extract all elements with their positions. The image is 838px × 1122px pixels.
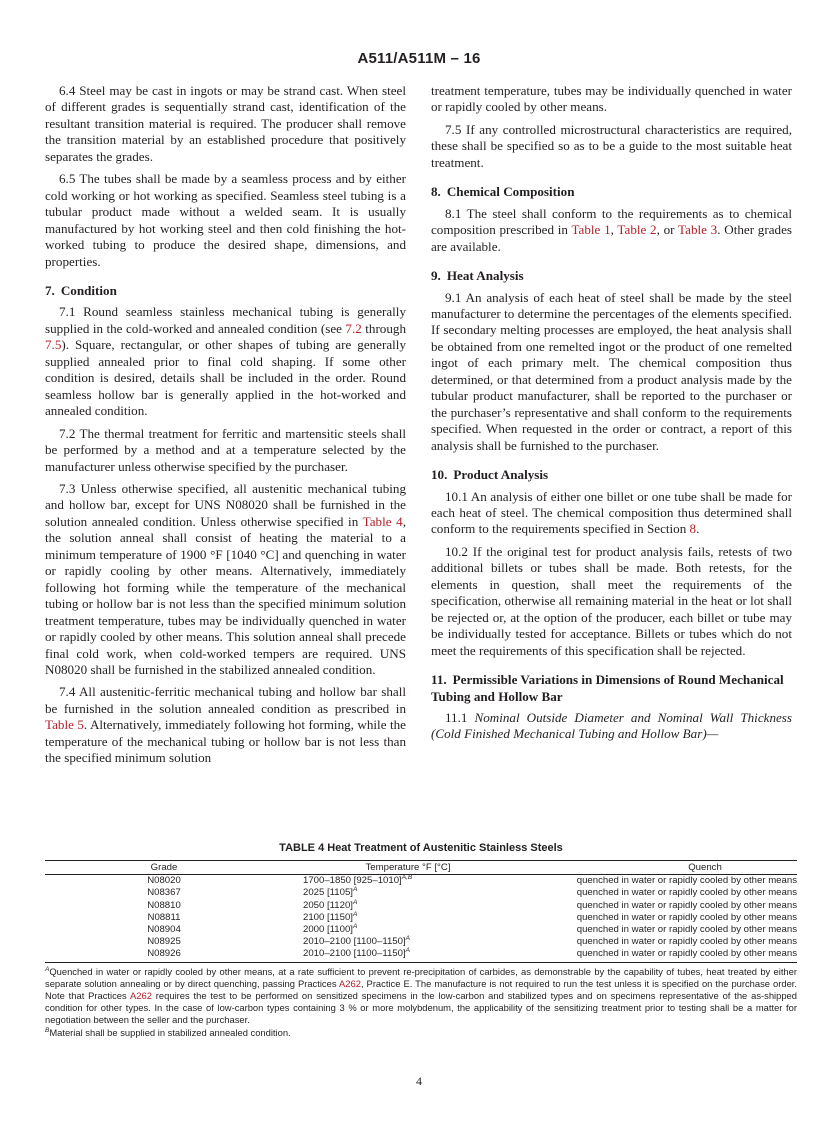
table-row bbox=[45, 912, 797, 924]
text: , or bbox=[656, 222, 679, 238]
section-title: Heat Analysis bbox=[446, 268, 524, 284]
text: through bbox=[361, 320, 406, 336]
section-title: Chemical Composition bbox=[446, 184, 575, 200]
section-8-heading bbox=[431, 184, 792, 200]
table-row bbox=[45, 875, 797, 888]
text: 7.1 Round seamless stainless mechanical tubing is generally supplied in the cold-worked and annealed condition (see bbox=[45, 304, 406, 336]
paragraph-7-4 bbox=[45, 684, 406, 766]
footnote-ref: A bbox=[352, 886, 358, 894]
grade-cell: N08367 bbox=[147, 887, 181, 899]
section-number: 9. bbox=[431, 268, 441, 284]
section-9-heading bbox=[431, 268, 792, 284]
table-header-row bbox=[45, 861, 797, 875]
temperature-value: 2025 [1105] bbox=[303, 887, 353, 899]
link-7-2[interactable]: 7.2 bbox=[345, 320, 362, 336]
footnote-ref: A bbox=[352, 910, 358, 918]
paragraph-7-1 bbox=[45, 304, 406, 419]
paragraph-7-2: 7.2 The thermal treatment for ferritic and martensitic steels shall be performed by a method and at a temperature selected by the manufacturer unless otherwise specified by the purchaser. bbox=[45, 425, 406, 474]
temperature-cell bbox=[283, 900, 533, 912]
grade-cell: N08925 bbox=[147, 936, 181, 948]
temperature-cell bbox=[283, 875, 533, 888]
temperature-value: 2050 [1120] bbox=[303, 899, 353, 911]
column-header-quench: Quench bbox=[533, 861, 797, 875]
temperature-value: 2010–2100 [1100–1150] bbox=[303, 948, 406, 960]
left-column bbox=[45, 83, 406, 773]
paragraph-9-1: 9.1 An analysis of each heat of steel shall be made by the steel manufacturer to determine the percentages of the elements specified. If secondary melting processes are employed, the heat analysis shall be obtained from one remelted ingot or the product of one remelted ingot of each primary melt. The chemical composition thus determined, or that determined from a product analysis made by the tubular product manufacturer, shall be reported to the purchaser or the purchaser’s representative and shall conform to the requirements specified. When requested in the order or contract, a report of this analysis shall be furnished to the purchaser. bbox=[431, 289, 792, 453]
paragraph-7-3 bbox=[45, 481, 406, 678]
link-7-5[interactable]: 7.5 bbox=[45, 337, 62, 353]
section-11-heading bbox=[431, 672, 792, 705]
quench-cell: quenched in water or rapidly cooled by other means bbox=[533, 948, 797, 962]
link-a262[interactable]: A262 bbox=[339, 977, 361, 989]
quench-cell: quenched in water or rapidly cooled by other means bbox=[576, 875, 797, 887]
heat-treatment-table bbox=[45, 860, 797, 963]
text: 7.4 All austenitic-ferritic mechanical tubing and hollow bar shall be furnished in the solution annealed condition as prescribed in bbox=[45, 684, 406, 716]
text: 7.3 Unless otherwise specified, all austenitic mechanical tubing and hollow bar, except for UNS N08020 shall be furnished in the solution annealed condition. Unless otherwise specified in bbox=[45, 480, 406, 529]
paragraph-10-1 bbox=[431, 489, 792, 538]
text: Quenched in water or rapidly cooled by other means, at a rate sufficient to prevent re-precipitation of carbides, as demonstrable by the capability of tubes, heat treated by either separate solution annealing or by direct quenching, passing Practices bbox=[45, 965, 797, 989]
text: 11.1 bbox=[445, 709, 475, 725]
paragraph-10-2: 10.2 If the original test for product analysis fails, retests of two additional billets or tubes shall be made. Both retests, for the elements in question, shall meet the requirements of the specification, otherwise all remaining material in the heat or lot shall be rejected or, at the option of the producer, each billet or tube may be individually tested for acceptance. Billets or tubes which do not meet the requirements of this specification shall be rejected. bbox=[431, 543, 792, 658]
right-column bbox=[431, 83, 792, 749]
grade-cell: N08810 bbox=[147, 899, 181, 911]
table-title: TABLE 4 Heat Treatment of Austenitic Stainless Steels bbox=[279, 842, 563, 854]
text: ). Square, rectangular, or other shapes of tubing are generally supplied annealed prior to final cold shaping. If some other condition is desired, details shall be included in the order. Round seamless hollow bar is generally applied in the hot-worked and annealed condition. bbox=[45, 337, 406, 419]
text: 10.1 An analysis of either one billet or one tube shall be made for each heat of steel. The chemical composition thus determined shall conform to the requirements specified in Section bbox=[431, 488, 792, 537]
paragraph-11-1 bbox=[431, 710, 792, 743]
paragraph-7-4-continued: treatment temperature, tubes may be individually quenched in water or rapidly cooled by other means. bbox=[431, 83, 792, 115]
grade-cell: N08904 bbox=[147, 924, 181, 936]
table-row bbox=[45, 948, 797, 962]
paragraph-6-4: 6.4 Steel may be cast in ingots or may be strand cast. When steel of different grades is sequentially strand cast, identification of the resultant transition material is required. The producer shall remove the transition material by an established procedure that positively separates the grades. bbox=[45, 83, 406, 164]
column-header-grade: Grade bbox=[45, 861, 283, 875]
temperature-value: 2100 [1150] bbox=[303, 911, 353, 923]
footnote-b bbox=[45, 1027, 797, 1039]
section-title: Condition bbox=[60, 282, 117, 298]
paragraph-7-5: 7.5 If any controlled microstructural characteristics are required, these shall be specified so as to be a guide to the most suitable heat treatment. bbox=[431, 121, 792, 170]
table-4 bbox=[45, 842, 797, 1039]
section-title: Product Analysis bbox=[453, 467, 549, 483]
footnote-mark: B bbox=[45, 1026, 50, 1034]
text: . Other grades are available. bbox=[431, 222, 792, 254]
temperature-cell bbox=[283, 948, 533, 962]
footnote-a bbox=[45, 966, 797, 1027]
section-10-heading bbox=[431, 467, 792, 483]
footnote-ref: A,B bbox=[401, 874, 413, 882]
document-designation: A511/A511M – 16 bbox=[357, 50, 481, 67]
link-table-3[interactable]: Table 3 bbox=[678, 222, 718, 238]
link-table-5[interactable]: Table 5 bbox=[45, 717, 84, 733]
footnote-ref: A bbox=[405, 947, 410, 955]
text: Material shall be supplied in stabilized annealed condition. bbox=[49, 1026, 291, 1038]
table-footnotes bbox=[45, 966, 797, 1039]
link-table-1[interactable]: Table 1 bbox=[571, 222, 611, 238]
quench-cell: quenched in water or rapidly cooled by other means bbox=[576, 887, 797, 899]
link-table-2[interactable]: Table 2 bbox=[617, 222, 657, 238]
link-section-8[interactable]: 8 bbox=[689, 521, 697, 537]
section-number: 7. bbox=[45, 282, 55, 298]
temperature-value: 1700–1850 [925–1010] bbox=[303, 875, 402, 887]
quench-cell: quenched in water or rapidly cooled by other means bbox=[576, 899, 797, 911]
temperature-value: 2010–2100 [1100–1150] bbox=[303, 936, 406, 948]
text: , Practice E. The manufacture is not required to run the test unless it is specified on the purchase order. Note that Practices bbox=[45, 977, 797, 1002]
section-7-heading bbox=[45, 283, 406, 299]
footnote-mark: A bbox=[45, 965, 50, 973]
section-number: 10. bbox=[431, 467, 448, 483]
grade-cell: N08020 bbox=[147, 875, 181, 887]
quench-cell: quenched in water or rapidly cooled by other means bbox=[576, 936, 797, 948]
link-a262[interactable]: A262 bbox=[130, 990, 152, 1002]
text: . bbox=[696, 521, 700, 537]
table-row bbox=[45, 900, 797, 912]
footnote-ref: A bbox=[352, 898, 358, 906]
text: 8.1 The steel shall conform to the requirements as to chemical composition prescribed in bbox=[431, 205, 792, 238]
section-title: Permissible Variations in Dimensions of Round Mechanical Tubing and Hollow Bar bbox=[431, 672, 784, 704]
paragraph-8-1 bbox=[431, 206, 792, 255]
temperature-cell bbox=[283, 887, 533, 899]
column-header-temperature: Temperature °F [°C] bbox=[283, 861, 533, 875]
grade-cell: N08811 bbox=[147, 911, 181, 923]
temperature-cell bbox=[283, 912, 533, 924]
section-number: 11. bbox=[431, 672, 447, 688]
section-number: 8. bbox=[431, 184, 441, 200]
quench-cell: quenched in water or rapidly cooled by other means bbox=[576, 911, 797, 923]
table-row bbox=[45, 887, 797, 899]
footnote-ref: A bbox=[352, 923, 358, 931]
text: requires the test to be performed on sensitized specimens in the low-carbon and stabilized types and on specimens representative of the as-shipped condition for other types. In the case of low-carbon types containing 3 % or more molybdenum, the applicability of the sensitizing treatment prior to testing shall be a matter for negotiation between the seller and the purchaser. bbox=[45, 990, 797, 1026]
table-row bbox=[45, 936, 797, 948]
table-row bbox=[45, 924, 797, 936]
quench-cell: quenched in water or rapidly cooled by other means bbox=[576, 924, 797, 936]
link-table-4[interactable]: Table 4 bbox=[362, 513, 403, 529]
page-number: 4 bbox=[416, 1074, 422, 1088]
footnote-ref: A bbox=[405, 935, 410, 943]
text: , the solution anneal shall consist of heating the material to a minimum temperature of 1900 °F [1040 °C] and quenching in water or rapidly cooling by other means. Alternatively, immediately following hot forming while the temperature of the mechanical tubing or hollow bar is not less than the specified minimum solution treatment temperature, tubes may be individually quenched in water or rapidly cooled by other means. This solution anneal shall precede final cold work, when cold-worked tempers are required. UNS N08020 shall be furnished in the stabilized annealed condition. bbox=[45, 513, 406, 677]
temperature-value: 2000 [1100] bbox=[303, 924, 353, 936]
text: . Alternatively, immediately following hot forming, while the temperature of the mechanical tubing or hollow bar is not less than the specified minimum solution bbox=[45, 717, 406, 766]
paragraph-6-5: 6.5 The tubes shall be made by a seamless process and by either cold working or hot working as specified. Seamless steel tubing is a tubular product made without a welded seam. It is usually manufactured by hot working steel and then cold finishing the hot-worked tubing to produce the desired shape, dimensions, and properties. bbox=[45, 171, 406, 269]
text: , bbox=[610, 222, 618, 238]
grade-cell: N08926 bbox=[45, 948, 283, 962]
italic-subtitle: Nominal Outside Diameter and Nominal Wall Thickness (Cold Finished Mechanical Tubing and Hollow Bar)— bbox=[431, 709, 792, 742]
